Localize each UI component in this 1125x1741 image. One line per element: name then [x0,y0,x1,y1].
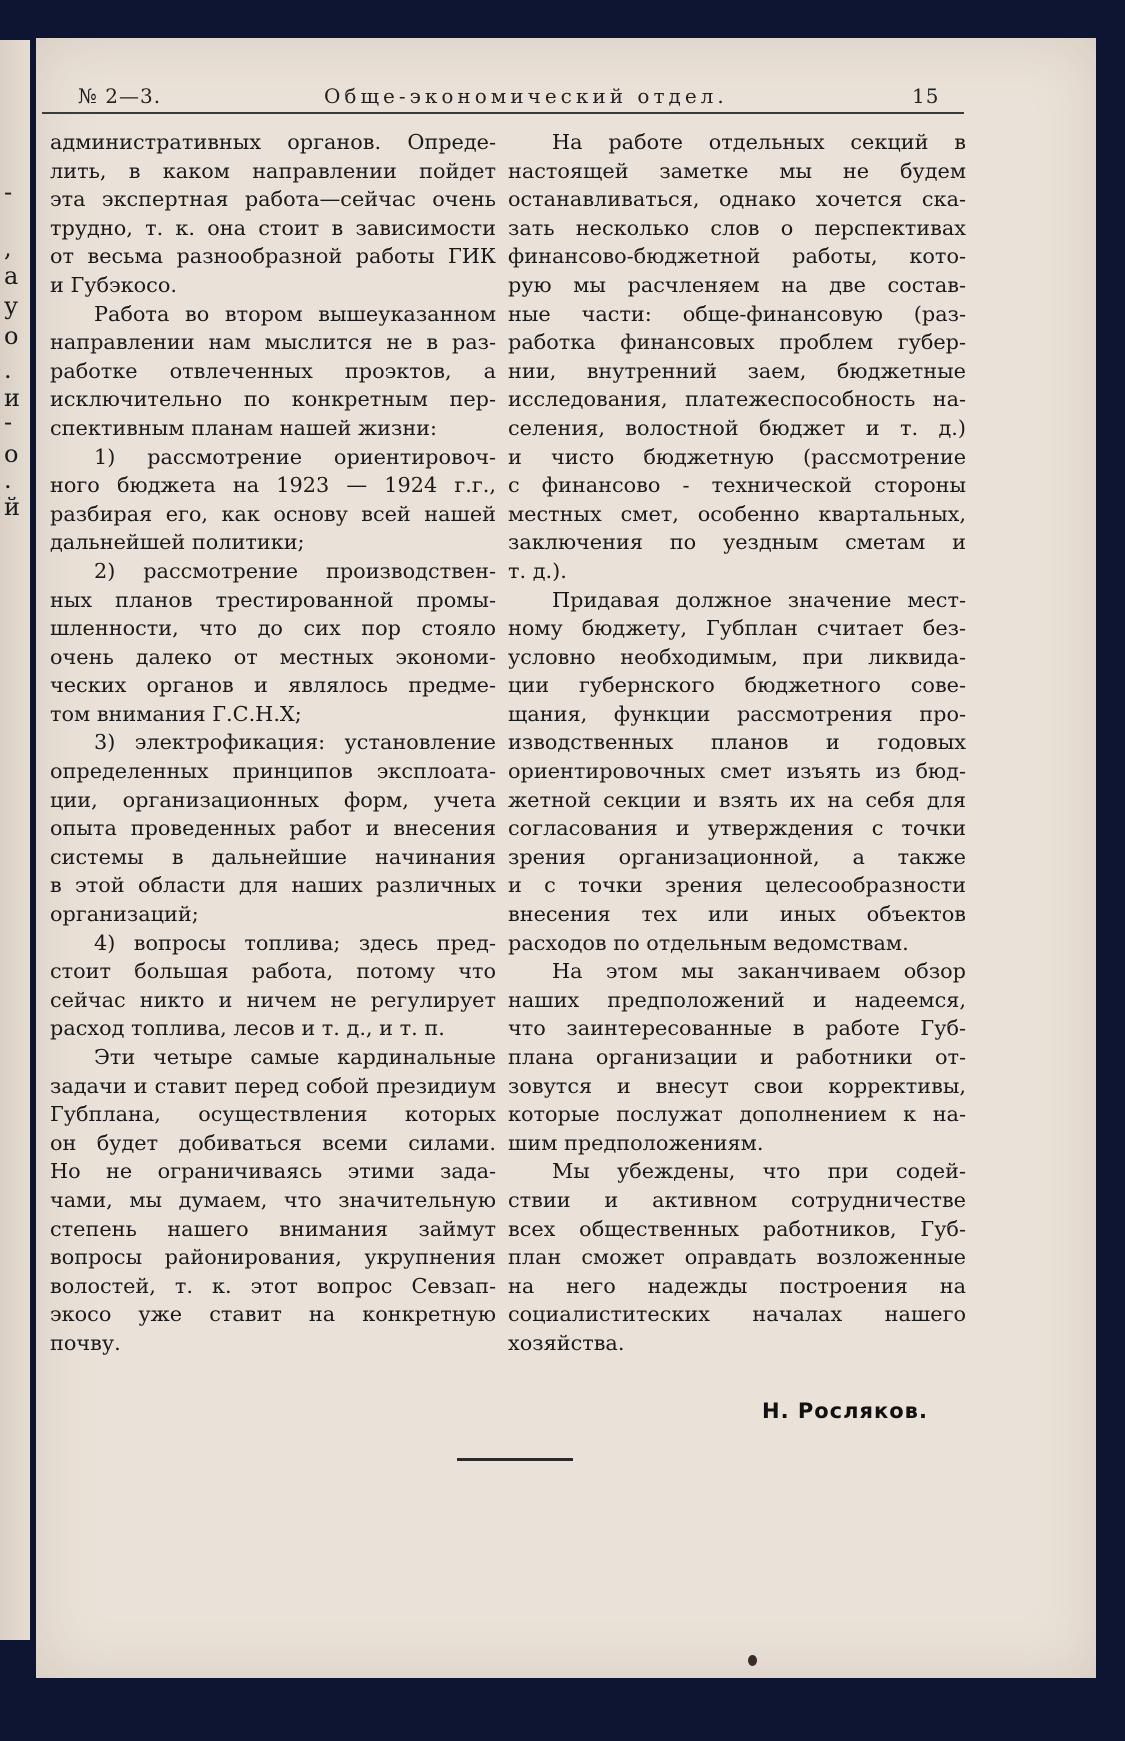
text-line: и чисто бюджетную (рассмотрение [508,444,966,469]
text-line: Эти четыре самые кардинальные [94,1045,496,1069]
text-line: эта экспертная работа—сейчас очень [50,187,496,212]
text-line: направлении нам мыслится не в раз- [50,330,496,355]
text-line: работка финансовых проблем губер- [508,330,966,355]
margin-fragment: и [4,384,20,412]
margin-fragment: - [4,178,13,206]
text-line: плана организации и работники от- [508,1045,966,1069]
margin-fragment: , [4,234,12,262]
text-line: и Губэкосо. [50,272,177,297]
text-line: почву. [50,1330,121,1355]
text-line: ные части: обще-финансовую (раз- [508,301,966,326]
text-line: Губплана, осуществления которых [50,1102,496,1127]
text-line: зать несколько слов о перспективах [508,215,966,240]
paragraph [50,443,496,557]
text-line: зовутся и внесут свои коррективы, [508,1073,966,1098]
end-rule [457,1458,573,1461]
text-line: хозяйства. [508,1330,625,1355]
text-line: экосо уже ставит на конкретную [50,1302,496,1327]
text-line: всех общественных работников, Губ- [508,1216,966,1241]
text-line: условно необходимым, при ликвида- [508,644,966,669]
text-line: социалиститеских началах нашего [508,1302,966,1327]
margin-fragment: о [4,322,19,350]
paragraph [508,1157,966,1357]
text-line: ческих органов и являлось предме- [50,673,496,698]
text-line: расход топлива, лесов и т. д., и т. п. [50,1016,445,1041]
text-line: стоит большая работа, потому что [50,959,496,984]
text-line: дальнейшей политики; [50,530,305,555]
text-line: опыта проведенных работ и внесения [50,816,496,841]
text-line: чами, мы думаем, что значительную [50,1187,496,1212]
text-line: финансово-бюджетной работы, кото- [508,244,966,269]
page-number: 15 [912,84,940,108]
text-line: ствии и активном сотрудничестве [508,1187,966,1212]
text-line: Придавая должное значение мест- [552,587,966,612]
author-signature: Н. Росляков. [762,1399,928,1423]
text-line: разбирая его, как основу всей нашей [50,501,496,526]
paragraph [50,728,496,928]
text-line: ции, организационных форм, учета [50,787,496,812]
section-title: Обще-экономический отдел. [324,84,728,108]
text-line: что заинтересованные в работе Губ- [508,1016,966,1041]
text-line: лить, в каком направлении пойдет [50,158,496,183]
paragraph [50,557,496,729]
text-line: расходов по отдельным ведомствам. [508,930,909,955]
paragraph [50,128,496,300]
text-line: ориентировочных смет изъять из бюд- [508,759,966,784]
text-line: спективным планам нашей жизни: [50,415,438,440]
text-line: изводственных планов и годовых [508,730,966,755]
text-line: план сможет оправдать возложенные [508,1245,966,1270]
margin-fragment: а [4,262,19,290]
text-line: организаций; [50,902,199,927]
text-line: Но не ограничиваясь этими зада- [50,1159,496,1184]
margin-fragment: о [4,440,19,468]
text-line: волостей, т. к. этот вопрос Севзап- [50,1273,496,1298]
text-line: ции губернского бюджетного сове- [508,673,966,698]
text-line: в этой области для наших различных [50,873,496,898]
margin-fragment: . [4,466,12,494]
text-line: останавливаться, однако хочется ска- [508,187,966,212]
text-line: шим предположениям. [508,1130,764,1155]
paragraph [50,1043,496,1358]
text-line: очень далеко от местных экономи- [50,644,496,669]
margin-fragment: у [4,292,19,320]
text-line: 4) вопросы топлива; здесь пред- [94,930,496,955]
text-line: рую мы расчленяем на две состав- [508,272,966,297]
text-line: наших предположений и надеемся, [508,987,966,1012]
margin-fragment: . [4,356,12,384]
text-line: т. д.). [508,558,567,583]
text-line: На этом мы заканчиваем обзор [552,959,966,984]
left-column [50,128,496,1358]
issue-number: № 2—3. [78,84,162,108]
text-line: и с точки зрения целесообразности [508,873,966,898]
text-line: местных смет, особенно квартальных, [508,501,966,526]
text-line: заключения по уездным сметам и [508,530,966,555]
text-line: нии, внутренний заем, бюджетные [508,358,966,383]
text-line: Мы убеждены, что при содей- [552,1159,966,1184]
text-line: настоящей заметке мы не будем [508,158,966,183]
text-line: селения, волостной бюджет и т. д.) [508,415,966,440]
text-line: системы в дальнейшие начинания [50,844,496,869]
paragraph [508,128,966,586]
text-line: 2) рассмотрение производствен- [94,558,496,583]
text-line: согласования и утверждения с точки [508,816,966,841]
text-line: сейчас никто и ничем не регулирует [50,987,496,1012]
text-line: том внимания Г.С.Н.Х; [50,701,302,726]
text-line: административных органов. Опреде- [50,130,496,154]
text-line: на него надежды построения на [508,1273,966,1298]
text-line: исключительно по конкретным пер- [50,387,496,412]
text-line: трудно, т. к. она стоит в зависимости [50,215,496,240]
text-line: внесения тех или иных объектов [508,902,966,927]
paragraph [508,586,966,958]
text-line: вопросы районирования, укрупнения [50,1245,496,1270]
text-line: исследования, платежеспособность на- [508,387,966,412]
text-line: На работе отдельных секций в [552,130,966,154]
text-line: от весьма разнообразной работы ГИК [50,244,496,269]
paragraph [50,929,496,1043]
text-line: ного бюджета на 1923 — 1924 г.г., [50,473,496,498]
text-line: работке отвлеченных проэктов, а [50,358,496,383]
text-line: жетной секции и взять их на себя для [508,787,966,812]
text-line: 1) рассмотрение ориентировоч- [94,444,496,469]
text-line: ному бюджету, Губплан считает без- [508,616,966,641]
text-line: степень нашего внимания займут [50,1216,496,1241]
text-line: шленности, что до сих пор стояло [50,616,496,641]
text-line: с финансово - технической стороны [508,473,966,498]
text-line: определенных принципов эксплоата- [50,759,496,784]
text-line: зрения организационной, а также [508,844,966,869]
paper-speck [748,1655,757,1666]
paragraph [508,957,966,1157]
margin-fragment: - [4,408,13,436]
right-column [508,128,966,1358]
adjacent-page-edge [0,40,30,1640]
text-line: 3) электрофикация: установление [94,730,496,755]
text-line: щания, функции рассмотрения про- [508,701,966,726]
text-line: которые послужат дополнением к на- [508,1102,966,1127]
text-line: Работа во втором вышеуказанном [94,301,496,326]
text-line: ных планов трестированной промы- [50,587,496,612]
running-header [42,78,964,114]
paragraph [50,300,496,443]
text-line: задачи и ставит перед собой президиум [50,1073,496,1098]
margin-fragment: й [4,493,20,521]
text-line: он будет добиваться всеми силами. [50,1130,496,1155]
